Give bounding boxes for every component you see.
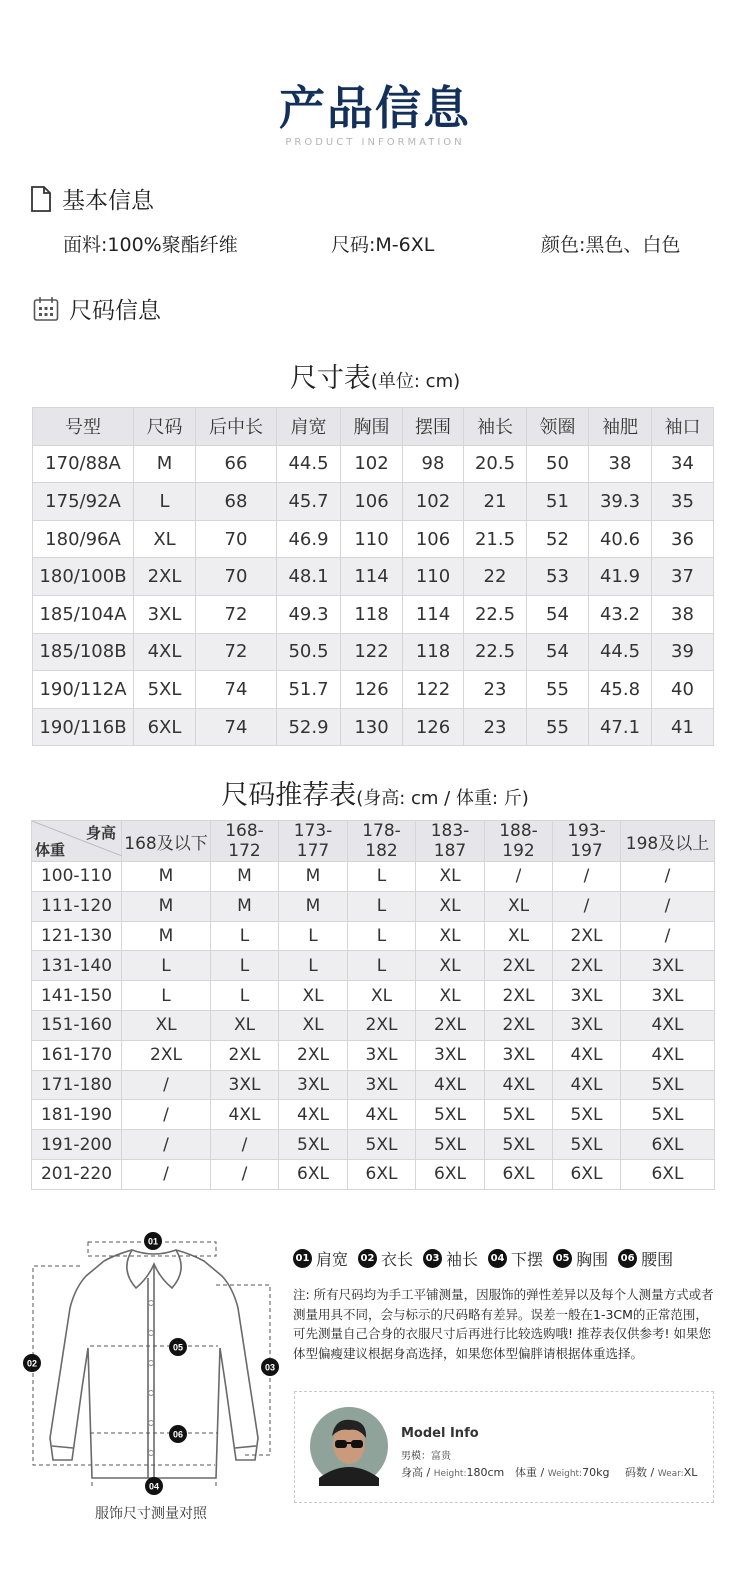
rec-table-size-cell: XL <box>416 862 485 892</box>
rec-table-weight-cell: 161-170 <box>32 1040 122 1070</box>
size-table-cell: 44.5 <box>589 633 652 671</box>
rec-table-height-header: 168-172 <box>211 821 279 862</box>
svg-text:06: 06 <box>172 1429 184 1440</box>
size-table-header-cell: 胸围 <box>341 408 403 446</box>
model-wear <box>625 1464 697 1480</box>
size-table-cell: 45.7 <box>277 483 341 521</box>
legend-number-badge: 01 <box>293 1249 312 1268</box>
rec-table-size-cell: 5XL <box>485 1130 553 1160</box>
rec-table-size-cell: 3XL <box>348 1040 416 1070</box>
rec-table-height-header: 183-187 <box>416 821 485 862</box>
rec-table-size-cell: 4XL <box>485 1070 553 1100</box>
size-table-row <box>33 595 714 633</box>
rec-table-size-cell: XL <box>485 891 553 921</box>
model-wear-en: Wear: <box>657 1469 684 1479</box>
rec-table-size-cell: 5XL <box>485 1100 553 1130</box>
size-table-header-cell: 领圈 <box>527 408 589 446</box>
rec-table-size-cell: XL <box>348 981 416 1011</box>
rec-table-size-cell: 5XL <box>416 1130 485 1160</box>
rec-table-height-header: 188-192 <box>485 821 553 862</box>
rec-table-weight-cell: 191-200 <box>32 1130 122 1160</box>
size-table-cell: 122 <box>403 671 464 709</box>
marker-06-icon <box>169 1425 187 1443</box>
size-info-label: 尺码信息 <box>69 298 161 324</box>
rec-table-size-cell: 3XL <box>279 1070 348 1100</box>
legend-item <box>618 1247 673 1270</box>
size-table-cell: XL <box>134 520 196 558</box>
size-table-row <box>33 445 714 483</box>
rec-table-size-cell: L <box>211 981 279 1011</box>
rec-table-size-cell: 2XL <box>485 951 553 981</box>
size-table-cell: 114 <box>403 595 464 633</box>
rec-table-size-cell: M <box>122 921 211 951</box>
size-table-row <box>33 558 714 596</box>
rec-table-size-cell: XL <box>485 921 553 951</box>
size-table-cell: 38 <box>652 595 714 633</box>
size-table-cell: 98 <box>403 445 464 483</box>
rec-table-size-cell: XL <box>279 981 348 1011</box>
size-table-cell: 43.2 <box>589 595 652 633</box>
rec-table-size-cell: / <box>485 862 553 892</box>
size-table-cell: 2XL <box>134 558 196 596</box>
rec-table-size-cell: M <box>211 862 279 892</box>
marker-03-icon <box>261 1358 279 1376</box>
size-table-cell: 39.3 <box>589 483 652 521</box>
rec-table-size-cell: XL <box>211 1010 279 1040</box>
rec-table-row <box>32 1070 715 1100</box>
size-table-cell: 21.5 <box>464 520 527 558</box>
rec-table-size-cell: XL <box>416 981 485 1011</box>
rec-table-row <box>32 862 715 892</box>
size-table-cell: 175/92A <box>33 483 134 521</box>
rec-table-size-cell: 3XL <box>621 951 715 981</box>
rec-table-size-cell: / <box>211 1130 279 1160</box>
size-table-header-cell: 袖长 <box>464 408 527 446</box>
marker-01-icon <box>144 1232 162 1250</box>
rec-table-size-cell: 6XL <box>416 1159 485 1189</box>
rec-table-size-cell: L <box>348 891 416 921</box>
size-table-cell: 45.8 <box>589 671 652 709</box>
rec-table-size-cell: M <box>279 862 348 892</box>
model-name: 男模：富贵 <box>401 1451 451 1462</box>
rec-table-size-cell: L <box>348 951 416 981</box>
marker-02-icon <box>23 1354 41 1372</box>
model-weight-en: Weight: <box>547 1469 583 1479</box>
marker-04-icon <box>145 1477 163 1495</box>
size-table-cell: 21 <box>464 483 527 521</box>
rec-table-size-cell: 5XL <box>553 1130 621 1160</box>
rec-table-size-cell: 3XL <box>621 981 715 1011</box>
size-table-cell: 35 <box>652 483 714 521</box>
rec-table-size-cell: M <box>122 891 211 921</box>
svg-text:01: 01 <box>147 1236 159 1247</box>
legend-item <box>358 1247 413 1270</box>
model-info-title: Model Info <box>401 1426 479 1441</box>
size-table-cell: 72 <box>196 633 277 671</box>
size-table-cell: 126 <box>341 671 403 709</box>
rec-table-weight-cell: 100-110 <box>32 862 122 892</box>
model-wear-value: XL <box>683 1466 698 1479</box>
size-table-header-row <box>33 408 714 446</box>
size-table-cell: 5XL <box>134 671 196 709</box>
page-subtitle: PRODUCT INFORMATION <box>285 137 465 148</box>
rec-table-size-cell: 4XL <box>621 1010 715 1040</box>
rec-table-size-cell: / <box>621 891 715 921</box>
size-table-cell: 106 <box>341 483 403 521</box>
legend-item <box>293 1247 348 1270</box>
rec-table-size-cell: 2XL <box>416 1010 485 1040</box>
rec-table-size-cell: 6XL <box>279 1159 348 1189</box>
size-table-cell: 110 <box>403 558 464 596</box>
size-table-cell: 50.5 <box>277 633 341 671</box>
model-height-en: Height: <box>433 1469 467 1479</box>
legend-label: 袖长 <box>446 1250 479 1269</box>
color-text: 颜色:黑色、白色 <box>541 234 681 256</box>
rec-table-size-cell: 3XL <box>416 1040 485 1070</box>
rec-table-height-header: 193-197 <box>553 821 621 862</box>
model-height-value: 180cm <box>466 1466 505 1479</box>
size-table-cell: 70 <box>196 520 277 558</box>
size-table-header-cell: 袖肥 <box>589 408 652 446</box>
size-table-header-cell: 摆围 <box>403 408 464 446</box>
size-table-cell: 6XL <box>134 708 196 746</box>
rec-table-size-cell: L <box>122 981 211 1011</box>
size-table-cell: 54 <box>527 595 589 633</box>
size-table-cell: 44.5 <box>277 445 341 483</box>
rec-table-size-cell: 2XL <box>485 981 553 1011</box>
rec-table-size-cell: / <box>122 1159 211 1189</box>
size-table-cell: 130 <box>341 708 403 746</box>
svg-text:05: 05 <box>172 1342 184 1353</box>
rec-table-size-cell: 3XL <box>348 1070 416 1100</box>
legend-item <box>488 1247 543 1270</box>
size-table-cell: L <box>134 483 196 521</box>
legend-label: 腰围 <box>641 1250 674 1269</box>
rec-table-height-header: 178-182 <box>348 821 416 862</box>
rec-table-size-cell: 6XL <box>621 1130 715 1160</box>
rec-table-size-cell: / <box>553 862 621 892</box>
size-table-cell: 122 <box>341 633 403 671</box>
rec-table-weight-cell: 151-160 <box>32 1010 122 1040</box>
rec-table-size-cell: 2XL <box>279 1040 348 1070</box>
rec-table-row <box>32 1100 715 1130</box>
size-table-cell: 41.9 <box>589 558 652 596</box>
size-table-header-cell: 肩宽 <box>277 408 341 446</box>
size-table-cell: 102 <box>403 483 464 521</box>
size-table-cell: 190/112A <box>33 671 134 709</box>
size-table-title <box>0 356 750 395</box>
size-table-cell: 20.5 <box>464 445 527 483</box>
rec-table-size-cell: 3XL <box>553 981 621 1011</box>
rec-table-row <box>32 891 715 921</box>
rec-table-size-cell: / <box>621 862 715 892</box>
rec-table-size-cell: 2XL <box>553 921 621 951</box>
size-table-cell: 52 <box>527 520 589 558</box>
legend-label: 肩宽 <box>316 1250 349 1269</box>
measurement-note: 注: 所有尺码均为手工平铺测量，因服饰的弹性差异以及每个人测量方式或者测量用具不同，会与标示的尺码略有差异。误差一般在1-3CM的正常范围，可先测量自己合身的衣服尺寸后再进行比较选购哦! 推荐表仅供参考! 如果您体型偏瘦建议根据身高选择，如果您体型偏胖请根据体重选择。 <box>293 1287 714 1361</box>
legend-item <box>553 1247 608 1270</box>
rec-table-title-text: 尺码推荐表 <box>221 780 357 811</box>
shirt-measure-diagram <box>20 1228 285 1503</box>
model-height <box>401 1464 504 1480</box>
rec-table-size-cell: M <box>279 891 348 921</box>
corner-height-label: 身高 <box>85 824 116 842</box>
size-table-cell: 114 <box>341 558 403 596</box>
model-wear-label: 码数 / <box>625 1466 655 1479</box>
rec-table-size-cell: 5XL <box>553 1100 621 1130</box>
rec-table-row <box>32 1130 715 1160</box>
size-table-cell: 37 <box>652 558 714 596</box>
rec-table-row <box>32 981 715 1011</box>
rec-table-size-cell: L <box>122 951 211 981</box>
rec-table-size-cell: 5XL <box>348 1130 416 1160</box>
size-table-row <box>33 671 714 709</box>
measure-legend <box>293 1247 673 1270</box>
svg-text:04: 04 <box>148 1481 160 1492</box>
rec-table-weight-cell: 121-130 <box>32 921 122 951</box>
size-table-cell: 185/108B <box>33 633 134 671</box>
size-table-cell: 55 <box>527 708 589 746</box>
rec-table-size-cell: XL <box>416 951 485 981</box>
size-table-cell: 51.7 <box>277 671 341 709</box>
size-table-row <box>33 633 714 671</box>
size-table-row <box>33 708 714 746</box>
size-table-cell: 53 <box>527 558 589 596</box>
size-table-header-cell: 号型 <box>33 408 134 446</box>
size-table-cell: 68 <box>196 483 277 521</box>
size-table-header-cell: 袖口 <box>652 408 714 446</box>
rec-table-size-cell: XL <box>122 1010 211 1040</box>
size-table-cell: 55 <box>527 671 589 709</box>
size-table-row <box>33 520 714 558</box>
page-title: 产品信息 <box>279 81 471 135</box>
size-table-cell: 39 <box>652 633 714 671</box>
size-table-cell: 74 <box>196 671 277 709</box>
rec-table-weight-cell: 111-120 <box>32 891 122 921</box>
size-table-cell: 51 <box>527 483 589 521</box>
basic-info-label: 基本信息 <box>62 188 154 214</box>
rec-table-size-cell: XL <box>416 921 485 951</box>
size-table-cell: 40 <box>652 671 714 709</box>
rec-table-size-cell: / <box>122 1130 211 1160</box>
rec-table-size-cell: 6XL <box>485 1159 553 1189</box>
size-table-row <box>33 483 714 521</box>
size-table-cell: 40.6 <box>589 520 652 558</box>
size-table-cell: 3XL <box>134 595 196 633</box>
size-table-cell: 23 <box>464 671 527 709</box>
size-info-heading <box>33 292 161 325</box>
legend-number-badge: 06 <box>618 1249 637 1268</box>
size-table-cell: 74 <box>196 708 277 746</box>
rec-table-row <box>32 951 715 981</box>
model-weight-value: 70kg <box>582 1466 610 1479</box>
rec-table-weight-cell: 181-190 <box>32 1100 122 1130</box>
rec-table-weight-cell: 171-180 <box>32 1070 122 1100</box>
size-table-cell: 170/88A <box>33 445 134 483</box>
rec-table-unit: (身高: cm / 体重: 斤) <box>356 788 529 809</box>
rec-table-size-cell: 2XL <box>122 1040 211 1070</box>
svg-text:03: 03 <box>264 1362 276 1373</box>
rec-table-size-cell: XL <box>416 891 485 921</box>
rec-table-row <box>32 1159 715 1189</box>
rec-table-header-row <box>32 821 715 862</box>
size-table-cell: 126 <box>403 708 464 746</box>
size-table-cell: 50 <box>527 445 589 483</box>
size-table-cell: 34 <box>652 445 714 483</box>
corner-weight-label: 体重 <box>35 841 66 859</box>
svg-text:02: 02 <box>26 1358 38 1369</box>
size-table-cell: M <box>134 445 196 483</box>
rec-table-size-cell: / <box>211 1159 279 1189</box>
size-table-cell: 4XL <box>134 633 196 671</box>
rec-table-size-cell: / <box>621 921 715 951</box>
rec-table-size-cell: 6XL <box>621 1159 715 1189</box>
rec-table-size-cell: 3XL <box>211 1070 279 1100</box>
rec-table-row <box>32 1040 715 1070</box>
size-table-cell: 102 <box>341 445 403 483</box>
size-table-cell: 106 <box>403 520 464 558</box>
rec-table-size-cell: L <box>211 951 279 981</box>
size-table-cell: 22 <box>464 558 527 596</box>
size-table-cell: 185/104A <box>33 595 134 633</box>
rec-table-size-cell: 4XL <box>279 1100 348 1130</box>
rec-table-weight-cell: 141-150 <box>32 981 122 1011</box>
size-table-unit: (单位: cm) <box>370 371 461 392</box>
size-table-cell: 180/96A <box>33 520 134 558</box>
rec-table-height-header: 168及以下 <box>122 821 211 862</box>
rec-table-height-header: 198及以上 <box>621 821 715 862</box>
legend-number-badge: 03 <box>423 1249 442 1268</box>
legend-label: 衣长 <box>381 1250 414 1269</box>
rec-table-corner <box>32 821 122 862</box>
size-table-cell: 22.5 <box>464 633 527 671</box>
size-table-cell: 72 <box>196 595 277 633</box>
document-icon <box>30 186 52 212</box>
rec-table-size-cell: 3XL <box>553 1010 621 1040</box>
rec-table-size-cell: 4XL <box>553 1070 621 1100</box>
size-table-cell: 52.9 <box>277 708 341 746</box>
rec-table-size-cell: / <box>122 1100 211 1130</box>
legend-item <box>423 1247 478 1270</box>
rec-table-row <box>32 1010 715 1040</box>
rec-table-size-cell: 2XL <box>485 1010 553 1040</box>
size-range-text: 尺码:M-6XL <box>331 234 435 256</box>
rec-table-size-cell: 6XL <box>553 1159 621 1189</box>
rec-table-size-cell: 6XL <box>348 1159 416 1189</box>
rec-table-size-cell: 5XL <box>621 1100 715 1130</box>
rec-table-size-cell: 5XL <box>279 1130 348 1160</box>
size-table <box>32 407 714 746</box>
size-table-header-cell: 尺码 <box>134 408 196 446</box>
rec-table-size-cell: XL <box>279 1010 348 1040</box>
size-table-cell: 190/116B <box>33 708 134 746</box>
size-table-cell: 38 <box>589 445 652 483</box>
rec-table-size-cell: 5XL <box>416 1100 485 1130</box>
legend-number-badge: 04 <box>488 1249 507 1268</box>
rec-table-size-cell: 2XL <box>211 1040 279 1070</box>
model-weight-label: 体重 / <box>515 1466 545 1479</box>
size-table-cell: 118 <box>403 633 464 671</box>
size-table-cell: 180/100B <box>33 558 134 596</box>
size-table-cell: 48.1 <box>277 558 341 596</box>
rec-table-size-cell: L <box>279 921 348 951</box>
rec-table-size-cell: M <box>122 862 211 892</box>
size-table-cell: 66 <box>196 445 277 483</box>
size-table-cell: 41 <box>652 708 714 746</box>
rec-table-size-cell: 5XL <box>621 1070 715 1100</box>
rec-table-size-cell: 4XL <box>348 1100 416 1130</box>
rec-table <box>31 820 715 1190</box>
size-table-title-text: 尺寸表 <box>289 363 371 394</box>
rec-table-size-cell: 4XL <box>211 1100 279 1130</box>
rec-table-size-cell: L <box>348 862 416 892</box>
rec-table-size-cell: 4XL <box>553 1040 621 1070</box>
diagram-caption: 服饰尺寸测量对照 <box>95 1506 207 1522</box>
rec-table-size-cell: 2XL <box>553 951 621 981</box>
size-table-cell: 110 <box>341 520 403 558</box>
size-table-cell: 23 <box>464 708 527 746</box>
size-table-cell: 70 <box>196 558 277 596</box>
rec-table-size-cell: M <box>211 891 279 921</box>
rec-table-height-header: 173-177 <box>279 821 348 862</box>
size-table-cell: 36 <box>652 520 714 558</box>
legend-number-badge: 02 <box>358 1249 377 1268</box>
legend-label: 胸围 <box>576 1250 609 1269</box>
legend-label: 下摆 <box>511 1250 544 1269</box>
rec-table-size-cell: L <box>348 921 416 951</box>
legend-number-badge: 05 <box>553 1249 572 1268</box>
rec-table-size-cell: 3XL <box>485 1040 553 1070</box>
size-table-cell: 49.3 <box>277 595 341 633</box>
rec-table-size-cell: L <box>279 951 348 981</box>
rec-table-title <box>0 773 750 812</box>
rec-table-size-cell: / <box>553 891 621 921</box>
basic-info-heading <box>30 182 154 215</box>
rec-table-size-cell: L <box>211 921 279 951</box>
model-info-card <box>294 1391 714 1503</box>
model-height-label: 身高 / <box>401 1466 431 1479</box>
rec-table-size-cell: 4XL <box>416 1070 485 1100</box>
rec-table-size-cell: 4XL <box>621 1040 715 1070</box>
size-table-cell: 22.5 <box>464 595 527 633</box>
size-table-cell: 118 <box>341 595 403 633</box>
rec-table-weight-cell: 201-220 <box>32 1159 122 1189</box>
size-table-cell: 46.9 <box>277 520 341 558</box>
model-avatar <box>309 1406 389 1486</box>
rec-table-size-cell: / <box>122 1070 211 1100</box>
rec-table-row <box>32 921 715 951</box>
size-table-header-cell: 后中长 <box>196 408 277 446</box>
model-weight <box>515 1464 609 1480</box>
size-table-cell: 47.1 <box>589 708 652 746</box>
rec-table-weight-cell: 131-140 <box>32 951 122 981</box>
rec-table-size-cell: 2XL <box>348 1010 416 1040</box>
size-table-cell: 54 <box>527 633 589 671</box>
marker-05-icon <box>169 1338 187 1356</box>
calendar-icon <box>33 296 59 322</box>
fabric-text: 面料:100%聚酯纤维 <box>63 234 238 256</box>
